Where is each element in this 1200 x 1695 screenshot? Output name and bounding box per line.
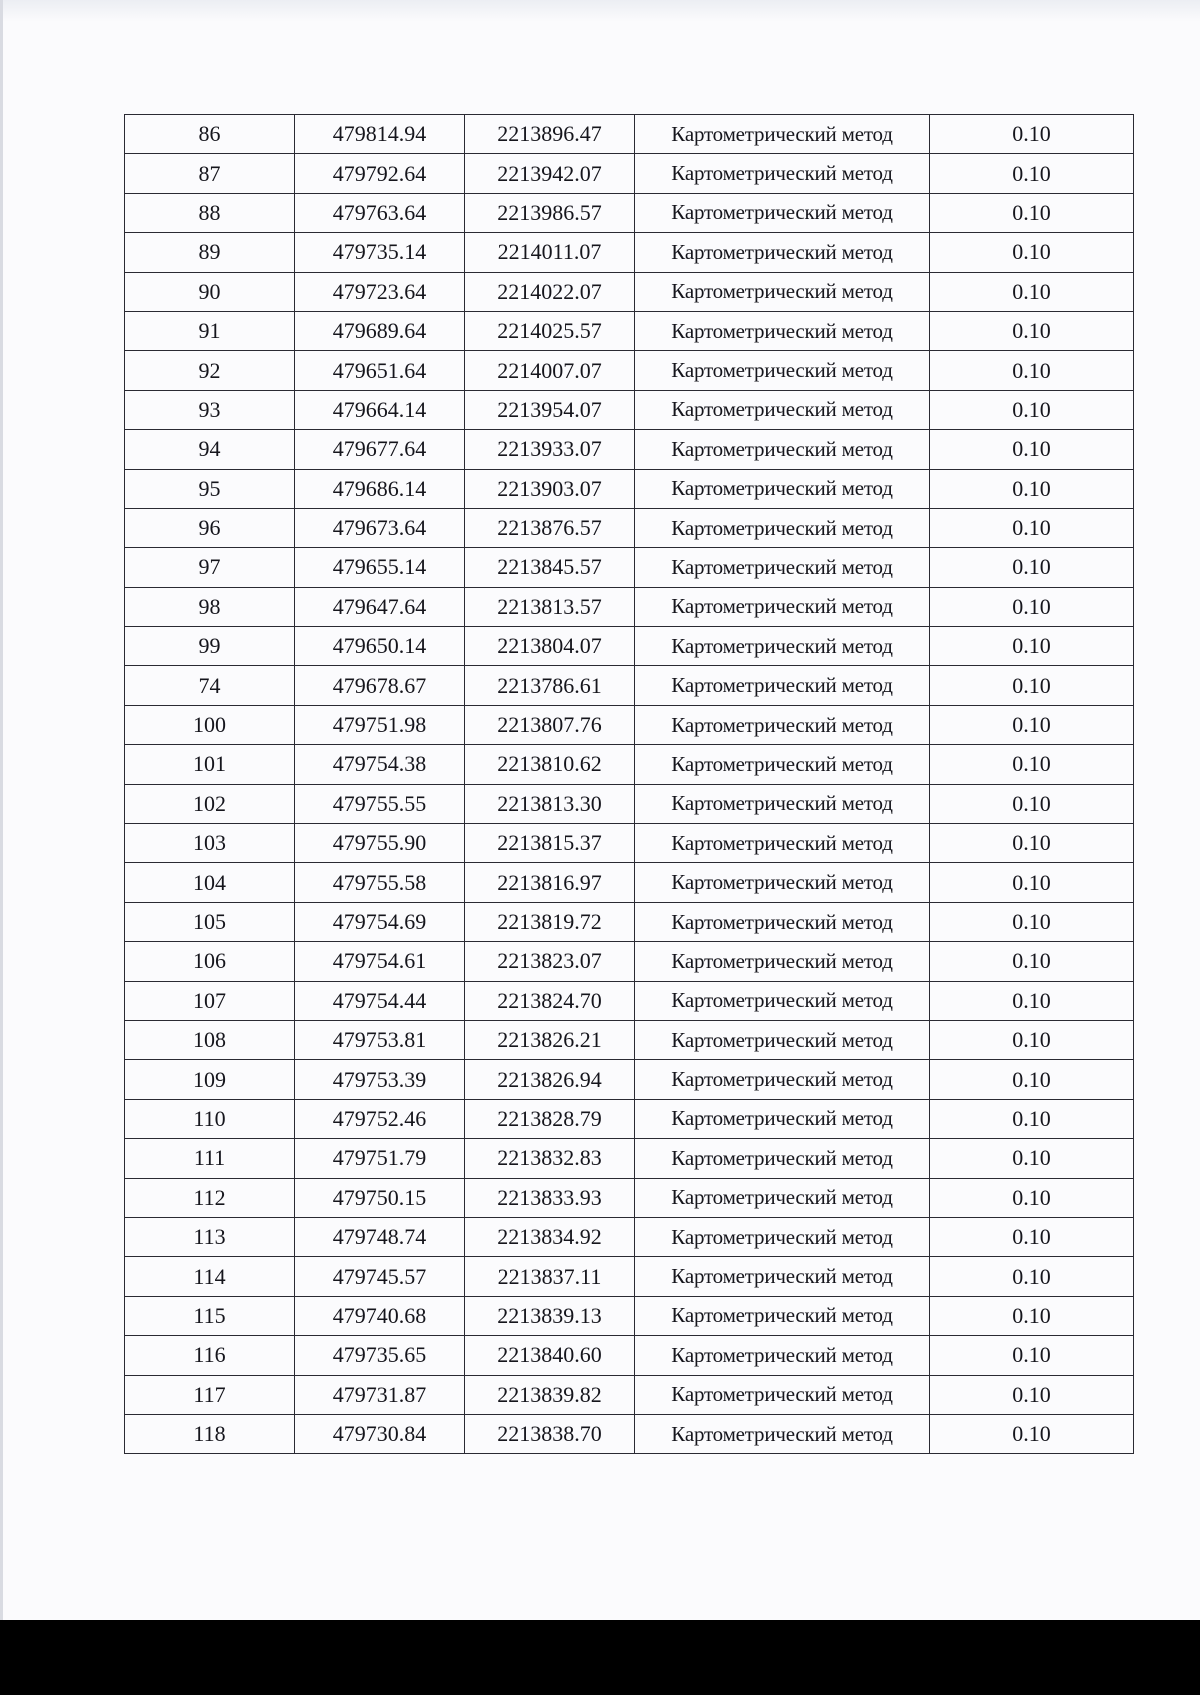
point-number-cell: 111: [125, 1139, 295, 1178]
accuracy-cell: 0.10: [930, 115, 1134, 154]
point-number-cell: 104: [125, 863, 295, 902]
accuracy-cell: 0.10: [930, 1139, 1134, 1178]
y-coordinate-cell: 2213933.07: [465, 430, 635, 469]
y-coordinate-cell: 2213824.70: [465, 981, 635, 1020]
table-row: [125, 1178, 1134, 1217]
table-row: [125, 1217, 1134, 1256]
point-number-cell: 86: [125, 115, 295, 154]
table-row: [125, 705, 1134, 744]
method-cell: Картометрический метод: [635, 390, 930, 429]
method-cell: Картометрический метод: [635, 705, 930, 744]
table-row: [125, 1336, 1134, 1375]
accuracy-cell: 0.10: [930, 1099, 1134, 1138]
table-row: [125, 272, 1134, 311]
point-number-cell: 99: [125, 627, 295, 666]
y-coordinate-cell: 2213786.61: [465, 666, 635, 705]
method-cell: Картометрический метод: [635, 508, 930, 547]
point-number-cell: 101: [125, 745, 295, 784]
coordinates-table-wrapper: [124, 114, 1133, 1454]
y-coordinate-cell: 2213840.60: [465, 1336, 635, 1375]
table-row: [125, 902, 1134, 941]
point-number-cell: 97: [125, 548, 295, 587]
table-row: [125, 587, 1134, 626]
point-number-cell: 100: [125, 705, 295, 744]
point-number-cell: 98: [125, 587, 295, 626]
method-cell: Картометрический метод: [635, 193, 930, 232]
x-coordinate-cell: 479763.64: [295, 193, 465, 232]
x-coordinate-cell: 479731.87: [295, 1375, 465, 1414]
x-coordinate-cell: 479651.64: [295, 351, 465, 390]
point-number-cell: 110: [125, 1099, 295, 1138]
scan-bottom-border: [0, 1620, 1200, 1695]
accuracy-cell: 0.10: [930, 469, 1134, 508]
method-cell: Картометрический метод: [635, 942, 930, 981]
method-cell: Картометрический метод: [635, 627, 930, 666]
y-coordinate-cell: 2213845.57: [465, 548, 635, 587]
point-number-cell: 93: [125, 390, 295, 429]
method-cell: Картометрический метод: [635, 469, 930, 508]
method-cell: Картометрический метод: [635, 1099, 930, 1138]
method-cell: Картометрический метод: [635, 311, 930, 350]
method-cell: Картометрический метод: [635, 1178, 930, 1217]
accuracy-cell: 0.10: [930, 1296, 1134, 1335]
coordinates-table: [124, 114, 1134, 1454]
accuracy-cell: 0.10: [930, 1414, 1134, 1453]
method-cell: Картометрический метод: [635, 666, 930, 705]
table-row: [125, 745, 1134, 784]
x-coordinate-cell: 479730.84: [295, 1414, 465, 1453]
point-number-cell: 116: [125, 1336, 295, 1375]
x-coordinate-cell: 479689.64: [295, 311, 465, 350]
x-coordinate-cell: 479754.38: [295, 745, 465, 784]
accuracy-cell: 0.10: [930, 1060, 1134, 1099]
accuracy-cell: 0.10: [930, 351, 1134, 390]
table-row: [125, 233, 1134, 272]
point-number-cell: 118: [125, 1414, 295, 1453]
accuracy-cell: 0.10: [930, 1178, 1134, 1217]
point-number-cell: 107: [125, 981, 295, 1020]
table-row: [125, 1020, 1134, 1059]
method-cell: Картометрический метод: [635, 1375, 930, 1414]
accuracy-cell: 0.10: [930, 548, 1134, 587]
y-coordinate-cell: 2213839.13: [465, 1296, 635, 1335]
point-number-cell: 102: [125, 784, 295, 823]
accuracy-cell: 0.10: [930, 430, 1134, 469]
method-cell: Картометрический метод: [635, 1020, 930, 1059]
method-cell: Картометрический метод: [635, 784, 930, 823]
x-coordinate-cell: 479753.39: [295, 1060, 465, 1099]
point-number-cell: 106: [125, 942, 295, 981]
table-row: [125, 115, 1134, 154]
y-coordinate-cell: 2213942.07: [465, 154, 635, 193]
x-coordinate-cell: 479752.46: [295, 1099, 465, 1138]
point-number-cell: 89: [125, 233, 295, 272]
coordinates-table-body: [125, 115, 1134, 1454]
y-coordinate-cell: 2213813.57: [465, 587, 635, 626]
method-cell: Картометрический метод: [635, 587, 930, 626]
accuracy-cell: 0.10: [930, 981, 1134, 1020]
accuracy-cell: 0.10: [930, 666, 1134, 705]
y-coordinate-cell: 2213839.82: [465, 1375, 635, 1414]
method-cell: Картометрический метод: [635, 1296, 930, 1335]
point-number-cell: 96: [125, 508, 295, 547]
y-coordinate-cell: 2213804.07: [465, 627, 635, 666]
point-number-cell: 103: [125, 824, 295, 863]
method-cell: Картометрический метод: [635, 233, 930, 272]
point-number-cell: 91: [125, 311, 295, 350]
table-row: [125, 508, 1134, 547]
point-number-cell: 112: [125, 1178, 295, 1217]
x-coordinate-cell: 479753.81: [295, 1020, 465, 1059]
method-cell: Картометрический метод: [635, 745, 930, 784]
x-coordinate-cell: 479647.64: [295, 587, 465, 626]
y-coordinate-cell: 2214025.57: [465, 311, 635, 350]
accuracy-cell: 0.10: [930, 1375, 1134, 1414]
table-row: [125, 1060, 1134, 1099]
method-cell: Картометрический метод: [635, 1257, 930, 1296]
x-coordinate-cell: 479751.98: [295, 705, 465, 744]
accuracy-cell: 0.10: [930, 1217, 1134, 1256]
x-coordinate-cell: 479740.68: [295, 1296, 465, 1335]
x-coordinate-cell: 479664.14: [295, 390, 465, 429]
table-row: [125, 863, 1134, 902]
table-row: [125, 1414, 1134, 1453]
accuracy-cell: 0.10: [930, 233, 1134, 272]
point-number-cell: 114: [125, 1257, 295, 1296]
point-number-cell: 94: [125, 430, 295, 469]
point-number-cell: 117: [125, 1375, 295, 1414]
accuracy-cell: 0.10: [930, 745, 1134, 784]
method-cell: Картометрический метод: [635, 1139, 930, 1178]
y-coordinate-cell: 2213834.92: [465, 1217, 635, 1256]
scan-left-edge: [0, 0, 3, 1620]
accuracy-cell: 0.10: [930, 193, 1134, 232]
table-row: [125, 193, 1134, 232]
table-row: [125, 390, 1134, 429]
x-coordinate-cell: 479650.14: [295, 627, 465, 666]
x-coordinate-cell: 479750.15: [295, 1178, 465, 1217]
x-coordinate-cell: 479686.14: [295, 469, 465, 508]
table-row: [125, 311, 1134, 350]
y-coordinate-cell: 2213833.93: [465, 1178, 635, 1217]
y-coordinate-cell: 2213826.94: [465, 1060, 635, 1099]
x-coordinate-cell: 479678.67: [295, 666, 465, 705]
accuracy-cell: 0.10: [930, 784, 1134, 823]
table-row: [125, 469, 1134, 508]
method-cell: Картометрический метод: [635, 351, 930, 390]
y-coordinate-cell: 2213815.37: [465, 824, 635, 863]
table-row: [125, 430, 1134, 469]
y-coordinate-cell: 2213838.70: [465, 1414, 635, 1453]
y-coordinate-cell: 2213816.97: [465, 863, 635, 902]
point-number-cell: 92: [125, 351, 295, 390]
y-coordinate-cell: 2214007.07: [465, 351, 635, 390]
table-row: [125, 1139, 1134, 1178]
point-number-cell: 95: [125, 469, 295, 508]
accuracy-cell: 0.10: [930, 508, 1134, 547]
accuracy-cell: 0.10: [930, 824, 1134, 863]
x-coordinate-cell: 479754.44: [295, 981, 465, 1020]
x-coordinate-cell: 479735.14: [295, 233, 465, 272]
y-coordinate-cell: 2213896.47: [465, 115, 635, 154]
table-row: [125, 1257, 1134, 1296]
x-coordinate-cell: 479755.55: [295, 784, 465, 823]
x-coordinate-cell: 479673.64: [295, 508, 465, 547]
y-coordinate-cell: 2213813.30: [465, 784, 635, 823]
point-number-cell: 108: [125, 1020, 295, 1059]
accuracy-cell: 0.10: [930, 154, 1134, 193]
table-row: [125, 351, 1134, 390]
y-coordinate-cell: 2213823.07: [465, 942, 635, 981]
method-cell: Картометрический метод: [635, 548, 930, 587]
method-cell: Картометрический метод: [635, 1336, 930, 1375]
table-row: [125, 548, 1134, 587]
point-number-cell: 109: [125, 1060, 295, 1099]
scan-top-shading: [0, 0, 1200, 22]
table-row: [125, 666, 1134, 705]
x-coordinate-cell: 479748.74: [295, 1217, 465, 1256]
method-cell: Картометрический метод: [635, 1217, 930, 1256]
y-coordinate-cell: 2214022.07: [465, 272, 635, 311]
y-coordinate-cell: 2213986.57: [465, 193, 635, 232]
accuracy-cell: 0.10: [930, 1336, 1134, 1375]
table-row: [125, 942, 1134, 981]
x-coordinate-cell: 479755.58: [295, 863, 465, 902]
y-coordinate-cell: 2213819.72: [465, 902, 635, 941]
y-coordinate-cell: 2213876.57: [465, 508, 635, 547]
method-cell: Картометрический метод: [635, 272, 930, 311]
accuracy-cell: 0.10: [930, 902, 1134, 941]
accuracy-cell: 0.10: [930, 1020, 1134, 1059]
y-coordinate-cell: 2213807.76: [465, 705, 635, 744]
method-cell: Картометрический метод: [635, 430, 930, 469]
table-row: [125, 1296, 1134, 1335]
y-coordinate-cell: 2213826.21: [465, 1020, 635, 1059]
point-number-cell: 115: [125, 1296, 295, 1335]
method-cell: Картометрический метод: [635, 154, 930, 193]
method-cell: Картометрический метод: [635, 115, 930, 154]
x-coordinate-cell: 479677.64: [295, 430, 465, 469]
y-coordinate-cell: 2213903.07: [465, 469, 635, 508]
accuracy-cell: 0.10: [930, 587, 1134, 626]
table-row: [125, 981, 1134, 1020]
point-number-cell: 90: [125, 272, 295, 311]
accuracy-cell: 0.10: [930, 863, 1134, 902]
x-coordinate-cell: 479814.94: [295, 115, 465, 154]
accuracy-cell: 0.10: [930, 627, 1134, 666]
accuracy-cell: 0.10: [930, 272, 1134, 311]
table-row: [125, 154, 1134, 193]
accuracy-cell: 0.10: [930, 390, 1134, 429]
table-row: [125, 627, 1134, 666]
point-number-cell: 113: [125, 1217, 295, 1256]
method-cell: Картометрический метод: [635, 902, 930, 941]
point-number-cell: 88: [125, 193, 295, 232]
method-cell: Картометрический метод: [635, 1414, 930, 1453]
accuracy-cell: 0.10: [930, 311, 1134, 350]
x-coordinate-cell: 479723.64: [295, 272, 465, 311]
x-coordinate-cell: 479745.57: [295, 1257, 465, 1296]
table-row: [125, 784, 1134, 823]
point-number-cell: 105: [125, 902, 295, 941]
x-coordinate-cell: 479755.90: [295, 824, 465, 863]
x-coordinate-cell: 479754.61: [295, 942, 465, 981]
x-coordinate-cell: 479655.14: [295, 548, 465, 587]
accuracy-cell: 0.10: [930, 1257, 1134, 1296]
table-row: [125, 824, 1134, 863]
y-coordinate-cell: 2213828.79: [465, 1099, 635, 1138]
method-cell: Картометрический метод: [635, 981, 930, 1020]
x-coordinate-cell: 479751.79: [295, 1139, 465, 1178]
accuracy-cell: 0.10: [930, 942, 1134, 981]
method-cell: Картометрический метод: [635, 863, 930, 902]
y-coordinate-cell: 2214011.07: [465, 233, 635, 272]
point-number-cell: 74: [125, 666, 295, 705]
table-row: [125, 1375, 1134, 1414]
y-coordinate-cell: 2213837.11: [465, 1257, 635, 1296]
x-coordinate-cell: 479792.64: [295, 154, 465, 193]
accuracy-cell: 0.10: [930, 705, 1134, 744]
y-coordinate-cell: 2213810.62: [465, 745, 635, 784]
point-number-cell: 87: [125, 154, 295, 193]
table-row: [125, 1099, 1134, 1138]
method-cell: Картометрический метод: [635, 1060, 930, 1099]
x-coordinate-cell: 479754.69: [295, 902, 465, 941]
y-coordinate-cell: 2213954.07: [465, 390, 635, 429]
method-cell: Картометрический метод: [635, 824, 930, 863]
y-coordinate-cell: 2213832.83: [465, 1139, 635, 1178]
x-coordinate-cell: 479735.65: [295, 1336, 465, 1375]
